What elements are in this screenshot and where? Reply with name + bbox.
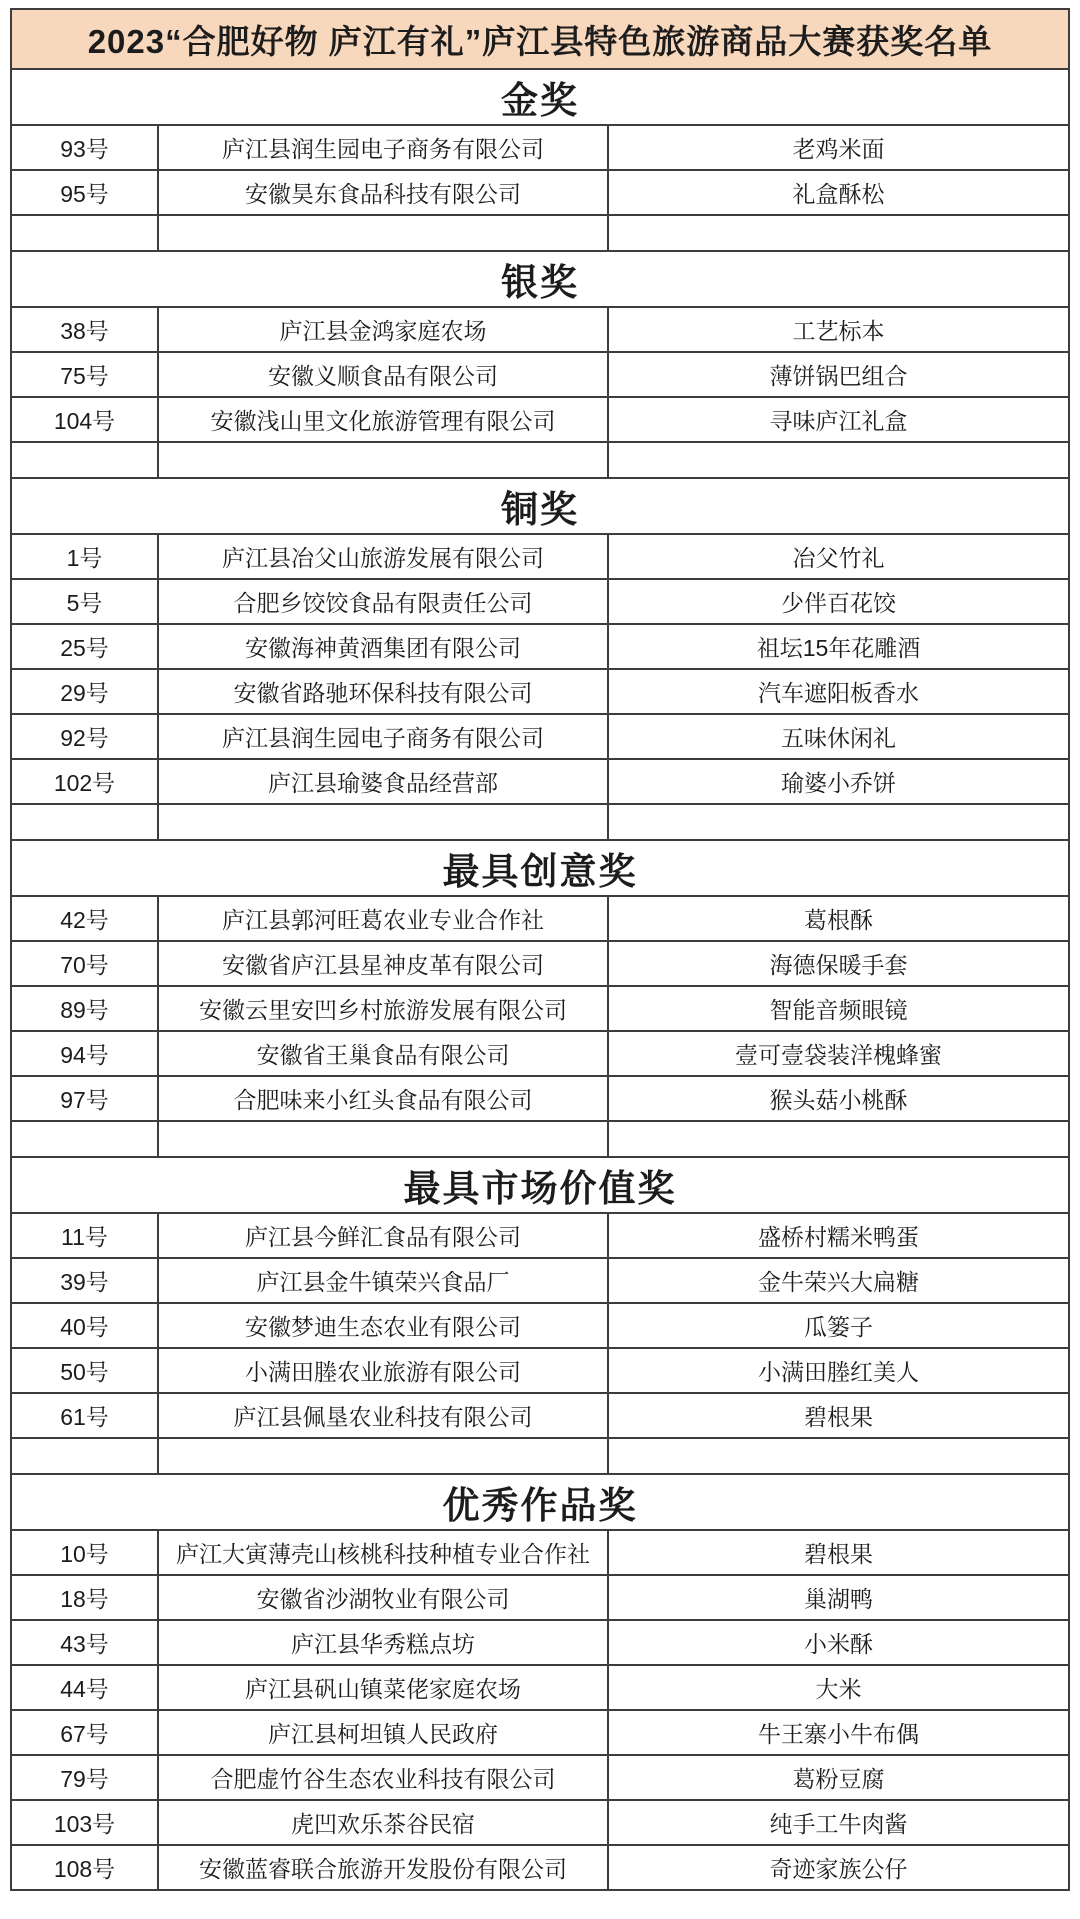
empty-cell (11, 215, 158, 251)
company-name-cell: 小满田塍农业旅游有限公司 (158, 1348, 608, 1393)
company-name-cell: 合肥虚竹谷生态农业科技有限公司 (158, 1755, 608, 1800)
entry-number-cell: 70号 (11, 941, 158, 986)
company-name-cell: 庐江县金鸿家庭农场 (158, 307, 608, 352)
product-name-cell: 猴头菇小桃酥 (608, 1076, 1069, 1121)
company-name-cell: 安徽省沙湖牧业有限公司 (158, 1575, 608, 1620)
spacer-row (11, 215, 1069, 251)
product-name-cell: 海德保暖手套 (608, 941, 1069, 986)
company-name-cell: 庐江县润生园电子商务有限公司 (158, 125, 608, 170)
empty-cell (158, 442, 608, 478)
entry-number-cell: 25号 (11, 624, 158, 669)
award-row (11, 986, 1069, 1031)
product-name-cell: 工艺标本 (608, 307, 1069, 352)
empty-cell (11, 1121, 158, 1157)
company-name-cell: 安徽云里安凹乡村旅游发展有限公司 (158, 986, 608, 1031)
award-row (11, 579, 1069, 624)
entry-number-cell: 38号 (11, 307, 158, 352)
entry-number-cell: 40号 (11, 1303, 158, 1348)
award-row (11, 941, 1069, 986)
entry-number-cell: 108号 (11, 1845, 158, 1890)
entry-number-cell: 29号 (11, 669, 158, 714)
award-row (11, 1076, 1069, 1121)
company-name-cell: 虎凹欢乐茶谷民宿 (158, 1800, 608, 1845)
company-name-cell: 安徽海神黄酒集团有限公司 (158, 624, 608, 669)
product-name-cell: 小米酥 (608, 1620, 1069, 1665)
award-row (11, 1393, 1069, 1438)
award-row (11, 125, 1069, 170)
product-name-cell: 碧根果 (608, 1530, 1069, 1575)
entry-number-cell: 89号 (11, 986, 158, 1031)
entry-number-cell: 79号 (11, 1755, 158, 1800)
empty-cell (11, 804, 158, 840)
product-name-cell: 小满田塍红美人 (608, 1348, 1069, 1393)
award-row (11, 352, 1069, 397)
entry-number-cell: 44号 (11, 1665, 158, 1710)
entry-number-cell: 43号 (11, 1620, 158, 1665)
award-row (11, 1530, 1069, 1575)
entry-number-cell: 104号 (11, 397, 158, 442)
entry-number-cell: 1号 (11, 534, 158, 579)
award-row (11, 1213, 1069, 1258)
empty-cell (608, 1438, 1069, 1474)
product-name-cell: 盛桥村糯米鸭蛋 (608, 1213, 1069, 1258)
entry-number-cell: 61号 (11, 1393, 158, 1438)
empty-cell (158, 215, 608, 251)
entry-number-cell: 18号 (11, 1575, 158, 1620)
entry-number-cell: 42号 (11, 896, 158, 941)
company-name-cell: 安徽梦迪生态农业有限公司 (158, 1303, 608, 1348)
company-name-cell: 安徽省王巢食品有限公司 (158, 1031, 608, 1076)
entry-number-cell: 5号 (11, 579, 158, 624)
company-name-cell: 安徽浅山里文化旅游管理有限公司 (158, 397, 608, 442)
empty-cell (608, 804, 1069, 840)
entry-number-cell: 97号 (11, 1076, 158, 1121)
product-name-cell: 少伴百花饺 (608, 579, 1069, 624)
empty-cell (608, 442, 1069, 478)
award-row (11, 1258, 1069, 1303)
section-header-row-3 (11, 840, 1069, 896)
award-row (11, 1665, 1069, 1710)
product-name-cell: 纯手工牛肉酱 (608, 1800, 1069, 1845)
spacer-row (11, 442, 1069, 478)
award-row (11, 307, 1069, 352)
award-row (11, 170, 1069, 215)
entry-number-cell: 39号 (11, 1258, 158, 1303)
spacer-row (11, 804, 1069, 840)
document-title: 2023“合肥好物 庐江有礼”庐江县特色旅游商品大赛获奖名单 (11, 9, 1069, 69)
section-header-row-2 (11, 478, 1069, 534)
award-table-body (11, 9, 1069, 1890)
award-row (11, 669, 1069, 714)
award-row (11, 1800, 1069, 1845)
company-name-cell: 庐江县佩垦农业科技有限公司 (158, 1393, 608, 1438)
company-name-cell: 安徽义顺食品有限公司 (158, 352, 608, 397)
section-title: 银奖 (11, 251, 1069, 307)
award-row (11, 1620, 1069, 1665)
company-name-cell: 庐江县华秀糕点坊 (158, 1620, 608, 1665)
product-name-cell: 智能音频眼镜 (608, 986, 1069, 1031)
award-row (11, 1303, 1069, 1348)
award-row (11, 714, 1069, 759)
section-title: 铜奖 (11, 478, 1069, 534)
product-name-cell: 葛根酥 (608, 896, 1069, 941)
company-name-cell: 安徽昊东食品科技有限公司 (158, 170, 608, 215)
product-name-cell: 汽车遮阳板香水 (608, 669, 1069, 714)
product-name-cell: 奇迹家族公仔 (608, 1845, 1069, 1890)
company-name-cell: 庐江县金牛镇荣兴食品厂 (158, 1258, 608, 1303)
product-name-cell: 寻味庐江礼盒 (608, 397, 1069, 442)
product-name-cell: 祖坛15年花雕酒 (608, 624, 1069, 669)
product-name-cell: 大米 (608, 1665, 1069, 1710)
empty-cell (158, 1438, 608, 1474)
product-name-cell: 礼盒酥松 (608, 170, 1069, 215)
company-name-cell: 庐江县今鲜汇食品有限公司 (158, 1213, 608, 1258)
product-name-cell: 薄饼锅巴组合 (608, 352, 1069, 397)
empty-cell (11, 442, 158, 478)
company-name-cell: 庐江县郭河旺葛农业专业合作社 (158, 896, 608, 941)
award-row (11, 759, 1069, 804)
entry-number-cell: 102号 (11, 759, 158, 804)
section-title: 最具创意奖 (11, 840, 1069, 896)
product-name-cell: 瓜篓子 (608, 1303, 1069, 1348)
award-row (11, 1575, 1069, 1620)
company-name-cell: 合肥味来小红头食品有限公司 (158, 1076, 608, 1121)
empty-cell (608, 1121, 1069, 1157)
company-name-cell: 庐江县润生园电子商务有限公司 (158, 714, 608, 759)
product-name-cell: 葛粉豆腐 (608, 1755, 1069, 1800)
company-name-cell: 庐江县冶父山旅游发展有限公司 (158, 534, 608, 579)
entry-number-cell: 11号 (11, 1213, 158, 1258)
entry-number-cell: 92号 (11, 714, 158, 759)
empty-cell (11, 1438, 158, 1474)
product-name-cell: 冶父竹礼 (608, 534, 1069, 579)
company-name-cell: 庐江大寅薄壳山核桃科技种植专业合作社 (158, 1530, 608, 1575)
award-row (11, 1710, 1069, 1755)
title-row (11, 9, 1069, 69)
award-row (11, 896, 1069, 941)
company-name-cell: 安徽省路驰环保科技有限公司 (158, 669, 608, 714)
award-row (11, 1845, 1069, 1890)
entry-number-cell: 67号 (11, 1710, 158, 1755)
product-name-cell: 牛王寨小牛布偶 (608, 1710, 1069, 1755)
award-table (10, 8, 1070, 1891)
section-title: 最具市场价值奖 (11, 1157, 1069, 1213)
section-title: 优秀作品奖 (11, 1474, 1069, 1530)
company-name-cell: 合肥乡饺饺食品有限责任公司 (158, 579, 608, 624)
award-row (11, 397, 1069, 442)
spacer-row (11, 1438, 1069, 1474)
award-row (11, 1031, 1069, 1076)
product-name-cell: 瑜婆小乔饼 (608, 759, 1069, 804)
company-name-cell: 安徽蓝睿联合旅游开发股份有限公司 (158, 1845, 608, 1890)
entry-number-cell: 50号 (11, 1348, 158, 1393)
award-row (11, 1348, 1069, 1393)
entry-number-cell: 103号 (11, 1800, 158, 1845)
empty-cell (158, 1121, 608, 1157)
entry-number-cell: 95号 (11, 170, 158, 215)
entry-number-cell: 93号 (11, 125, 158, 170)
entry-number-cell: 75号 (11, 352, 158, 397)
product-name-cell: 老鸡米面 (608, 125, 1069, 170)
award-row (11, 624, 1069, 669)
empty-cell (158, 804, 608, 840)
company-name-cell: 庐江县瑜婆食品经营部 (158, 759, 608, 804)
section-title: 金奖 (11, 69, 1069, 125)
award-row (11, 534, 1069, 579)
product-name-cell: 壹可壹袋装洋槐蜂蜜 (608, 1031, 1069, 1076)
section-header-row-0 (11, 69, 1069, 125)
award-list-document (10, 8, 1070, 1891)
product-name-cell: 五味休闲礼 (608, 714, 1069, 759)
company-name-cell: 庐江县矾山镇菜佬家庭农场 (158, 1665, 608, 1710)
section-header-row-1 (11, 251, 1069, 307)
company-name-cell: 安徽省庐江县星神皮革有限公司 (158, 941, 608, 986)
product-name-cell: 巢湖鸭 (608, 1575, 1069, 1620)
empty-cell (608, 215, 1069, 251)
product-name-cell: 碧根果 (608, 1393, 1069, 1438)
spacer-row (11, 1121, 1069, 1157)
company-name-cell: 庐江县柯坦镇人民政府 (158, 1710, 608, 1755)
section-header-row-5 (11, 1474, 1069, 1530)
entry-number-cell: 10号 (11, 1530, 158, 1575)
section-header-row-4 (11, 1157, 1069, 1213)
product-name-cell: 金牛荣兴大扁糖 (608, 1258, 1069, 1303)
entry-number-cell: 94号 (11, 1031, 158, 1076)
award-row (11, 1755, 1069, 1800)
